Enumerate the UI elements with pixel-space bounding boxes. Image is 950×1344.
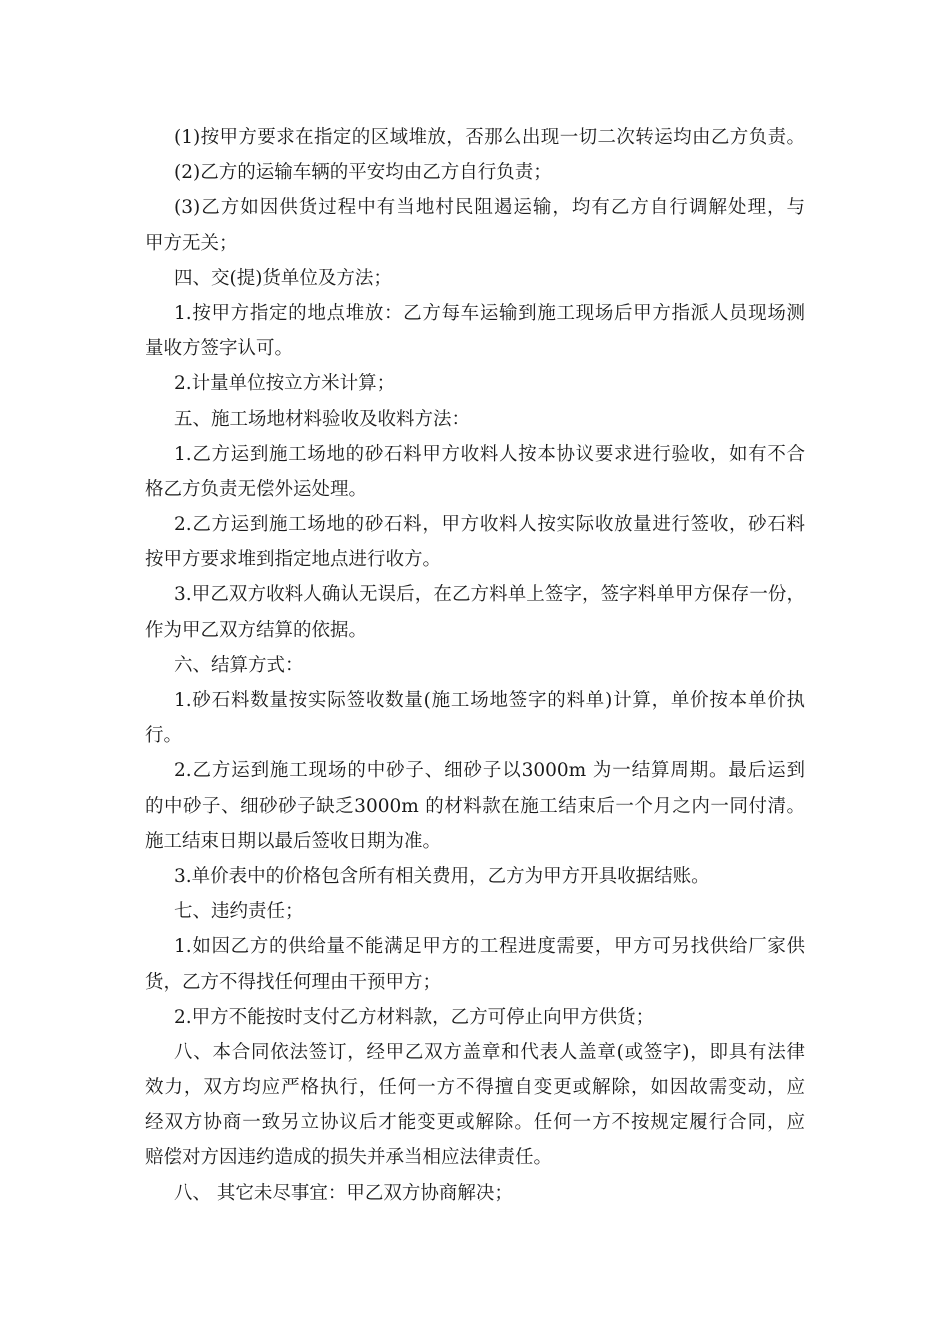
text-line: (1)按甲方要求在指定的区域堆放，否那么出现一切二次转运均由乙方负责。 [174, 127, 805, 148]
text-line: 3.甲乙双方收料人确认无误后，在乙方料单上签字，签字料单甲方保存一份， [174, 584, 805, 606]
text-line: 施工结束日期以最后签收日期为准。 [145, 830, 442, 852]
text-line: 1.砂石料数量按实际签收数量(施工场地签字的料单)计算，单价按本单价执 [174, 690, 805, 711]
text-line: 四、交(提)货单位及方法； [174, 267, 392, 289]
text-line: 八、本合同依法签订，经甲乙双方盖章和代表人盖章(或签字)，即具有法律 [174, 1041, 805, 1063]
text-line: 甲方无关； [145, 232, 238, 254]
text-line: 货，乙方不得找任何理由干预甲方； [145, 971, 442, 993]
text-line: 2.乙方运到施工现场的中砂子、细砂子以3000m 为一结算周期。最后运到 [174, 760, 805, 782]
text-line: 1.乙方运到施工场地的砂石料甲方收料人按本协议要求进行验收，如有不合 [174, 443, 805, 465]
text-line: 按甲方要求堆到指定地点进行收方。 [145, 549, 442, 571]
text-line: 八、 其它未尽事宜：甲乙双方协商解决； [174, 1182, 513, 1204]
text-line: 2.甲方不能按时支付乙方材料款，乙方可停止向甲方供货； [174, 1006, 655, 1028]
text-line: 七、违约责任； [174, 901, 304, 923]
text-line: (3)乙方如因供货过程中有当地村民阻遏运输，均有乙方自行调解处理，与 [174, 197, 805, 219]
text-line: 格乙方负责无偿外运处理。 [145, 478, 368, 500]
text-line: 2.乙方运到施工场地的砂石料，甲方收料人按实际收放量进行签收，砂石料 [174, 514, 805, 536]
text-line: 五、施工场地材料验收及收料方法： [174, 408, 471, 430]
document-page [145, 120, 805, 1211]
text-line: (2)乙方的运输车辆的平安均由乙方自行负责； [174, 162, 552, 184]
text-line: 2.计量单位按立方米计算； [174, 373, 396, 395]
text-line: 经双方协商一致另立协议后才能变更或解除。任何一方不按规定履行合同，应 [145, 1112, 805, 1134]
text-line: 六、结算方式： [174, 654, 304, 676]
text-line: 作为甲乙双方结算的依据。 [145, 619, 368, 641]
text-line: 量收方签字认可。 [145, 338, 294, 360]
text-line: 的中砂子、细砂砂子缺乏3000m 的材料款在施工结束后一个月之内一同付清。 [145, 795, 805, 817]
text-line: 1.按甲方指定的地点堆放：乙方每车运输到施工现场后甲方指派人员现场测 [174, 302, 805, 324]
text-line: 赔偿对方因违约造成的损失并承当相应法律责任。 [145, 1147, 553, 1169]
text-line: 行。 [145, 725, 183, 747]
text-line: 1.如因乙方的供给量不能满足甲方的工程进度需要，甲方可另找供给厂家供 [174, 936, 805, 958]
text-line: 效力，双方均应严格执行，任何一方不得擅自变更或解除，如因故需变动，应 [145, 1077, 805, 1099]
text-line: 3.单价表中的价格包含所有相关费用，乙方为甲方开具收据结账。 [174, 865, 710, 887]
